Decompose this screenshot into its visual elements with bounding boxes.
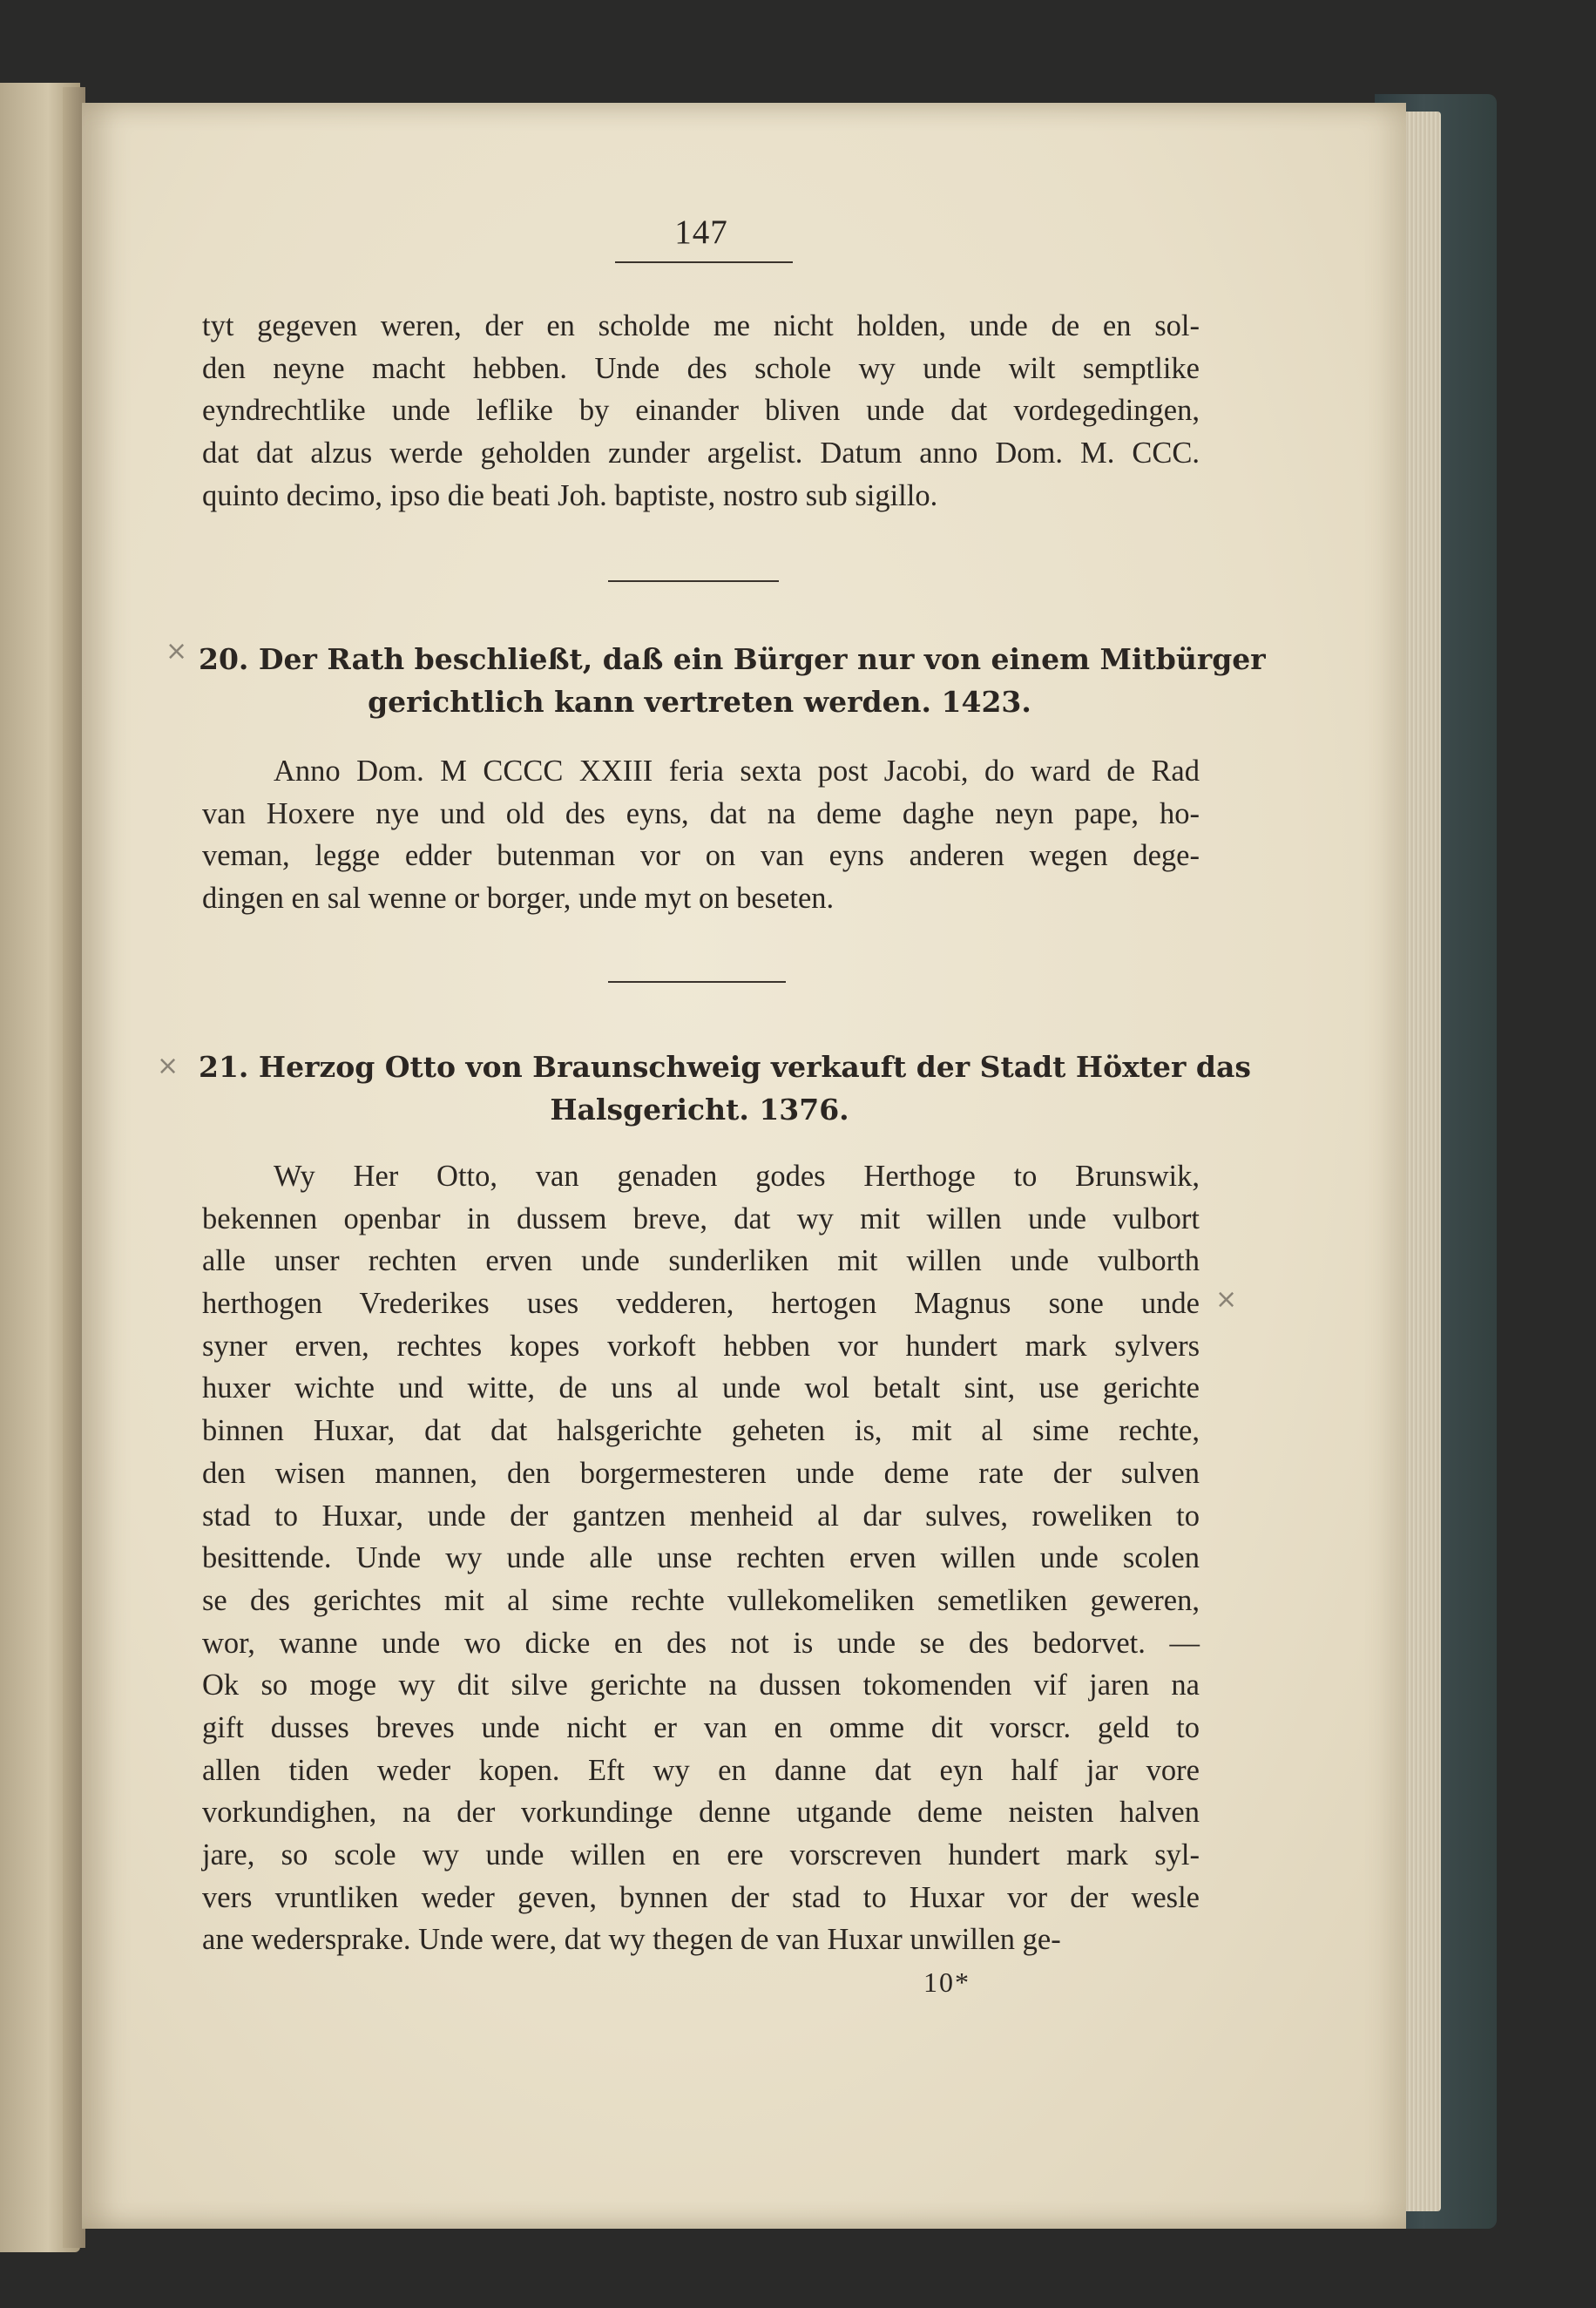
paragraph-line: syner erven, rechtes kopes vorkoft hebben vor hundert mark sylvers [202, 1329, 1200, 1363]
paragraph-line: veman, legge edder butenman vor on van eyns anderen wegen dege- [202, 839, 1200, 873]
intro-paragraph [202, 305, 1200, 517]
paragraph-line: bekennen openbar in dussem breve, dat wy mit willen unde vulbort [202, 1201, 1200, 1235]
paragraph-line: binnen Huxar, dat dat halsgerichte geheten is, mit al sime rechte, [202, 1414, 1200, 1448]
heading-line: 21. Herzog Otto von Braunschweig verkauft der Stadt Höxter das [199, 1050, 1251, 1084]
pencil-mark: × [157, 1051, 179, 1081]
section-separator [608, 580, 779, 582]
signature-mark: 10* [923, 1966, 970, 1998]
paragraph-line: huxer wichte und witte, de uns al unde wol betalt sint, use gerichte [202, 1371, 1200, 1405]
section-20-paragraph [202, 750, 1200, 920]
heading-line: Halsgericht. 1376. [550, 1092, 849, 1127]
paragraph-line: jare, so scole wy unde willen en ere vorscreven hundert mark syl- [202, 1838, 1200, 1871]
pencil-mark: × [1215, 1284, 1238, 1315]
paragraph-line: besittende. Unde wy unde alle unse rechten erven willen unde scolen [202, 1541, 1200, 1575]
intro-line: eyndrechtlike unde leflike by einander bliven unde dat vordegedingen, [202, 394, 1200, 428]
paragraph-line: Wy Her Otto, van genaden godes Herthoge to Brunswik, [274, 1160, 1200, 1193]
paragraph-line: stad to Huxar, unde der gantzen menheid al dar sulves, roweliken to [202, 1499, 1200, 1533]
page-number: 147 [674, 213, 728, 251]
heading-line: gerichtlich kann vertreten werden. 1423. [368, 684, 1031, 719]
paragraph-line: ane wedersprake. Unde were, dat wy thegen de van Huxar unwillen ge- [202, 1923, 1061, 1957]
paragraph-line: se des gerichtes mit al sime rechte vullekomeliken semetliken geweren, [202, 1583, 1200, 1617]
paragraph-line: vers vruntliken weder geven, bynnen der stad to Huxar vor der wesle [202, 1880, 1200, 1914]
section-20-heading [199, 640, 1266, 724]
page-number-rule [615, 261, 793, 263]
paragraph-line: Ok so moge wy dit silve gerichte na dussen tokomenden vif jaren na [202, 1668, 1200, 1702]
section-21-paragraph [202, 1155, 1200, 1961]
intro-line: dat dat alzus werde geholden zunder argelist. Datum anno Dom. M. CCC. [202, 437, 1200, 470]
paragraph-line: vorkundighen, na der vorkundinge denne utgande deme neisten halven [202, 1796, 1200, 1830]
intro-line: tyt gegeven weren, der en scholde me nicht holden, unde de en sol- [202, 309, 1200, 342]
paragraph-line: wor, wanne unde wo dicke en des not is unde se des bedorvet. — [202, 1626, 1200, 1660]
paragraph-line: van Hoxere nye und old des eyns, dat na deme daghe neyn pape, ho- [202, 796, 1200, 830]
heading-line: 20. Der Rath beschließt, daß ein Bürger nur von einem Mitbürger [199, 642, 1266, 676]
section-21-heading [199, 1047, 1251, 1132]
intro-line: den neyne macht hebben. Unde des schole wy unde wilt semptlike [202, 351, 1200, 385]
section-separator [608, 981, 786, 983]
paragraph-line: den wisen mannen, den borgermesteren unde deme rate der sulven [202, 1456, 1200, 1490]
paragraph-line: dingen en sal wenne or borger, unde myt on beseten. [202, 882, 835, 916]
paragraph-line: gift dusses breves unde nicht er van en omme dit vorscr. geld to [202, 1710, 1200, 1744]
paragraph-line: allen tiden weder kopen. Eft wy en danne dat eyn half jar vore [202, 1753, 1200, 1787]
pencil-mark: × [166, 636, 188, 667]
intro-line: quinto decimo, ipso die beati Joh. baptiste, nostro sub sigillo. [202, 478, 938, 512]
paragraph-line: alle unser rechten erven unde sunderliken mit willen unde vulborth [202, 1244, 1200, 1278]
paragraph-line: herthogen Vrederikes uses vedderen, hertogen Magnus sone unde [202, 1287, 1200, 1321]
paragraph-line: Anno Dom. M CCCC XXIII feria sexta post Jacobi, do ward de Rad [274, 755, 1200, 788]
